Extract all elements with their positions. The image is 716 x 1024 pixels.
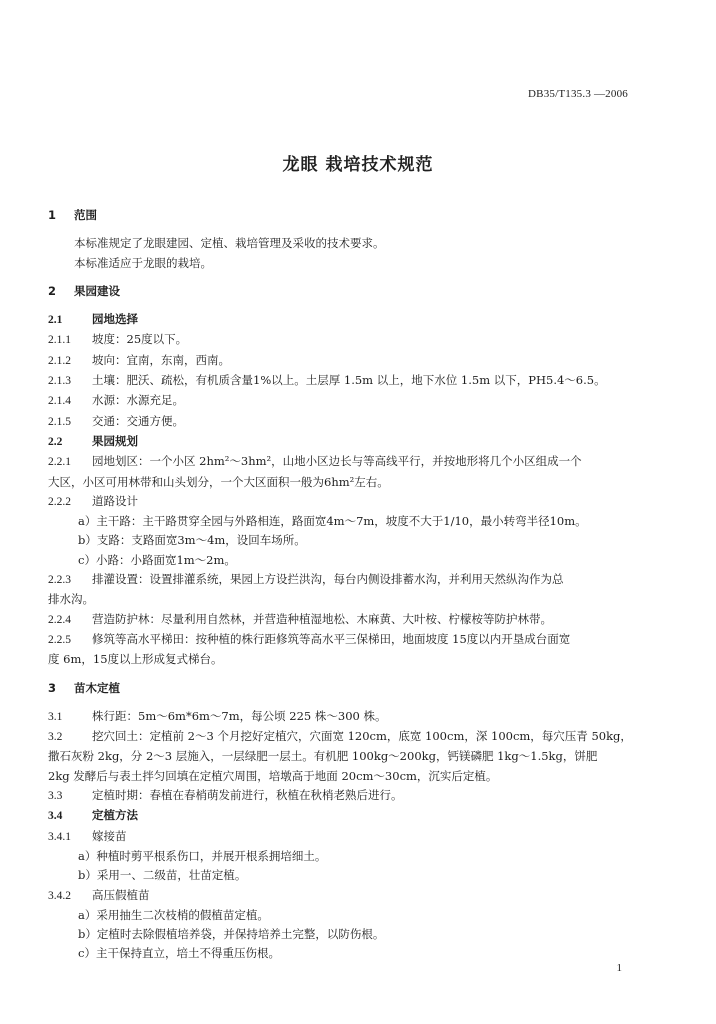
document-body — [48, 206, 636, 964]
clause-2-2-2-item-c: c）小路：小路面宽1m～2m。 — [78, 552, 236, 567]
clause-3-4-1-item-a: a）种植时剪平根系伤口，并展开根系拥培细土。 — [78, 848, 327, 863]
document-code: DB35/T135.3 —2006 — [528, 88, 628, 100]
section-3-4-heading: 3.4 定植方法 — [48, 808, 138, 823]
clause-3-2-continued-1: 撒石灰粉 2kg，分 2～3 层施入，一层绿肥一层土。有机肥 100kg～200kg，钙镁磷肥 1kg～1.5kg，饼肥 — [48, 749, 598, 764]
clause-3-2: 3.2 挖穴回土：定植前 2～3 个月挖好定植穴，穴面宽 120cm，底宽 100cm，深 100cm，每穴压青 50kg， — [48, 729, 632, 744]
clause-2-1-4: 2.1.4 水源：水源充足。 — [48, 393, 184, 408]
clause-2-2-2-item-b: b）支路：支路面宽3m～4m，设回车场所。 — [78, 533, 306, 548]
clause-2-1-5: 2.1.5 交通：交通方便。 — [48, 413, 184, 428]
section-2-1-heading: 2.1 园地选择 — [48, 312, 138, 327]
clause-3-2-continued-2: 2kg 发酵后与表土拌匀回填在定植穴周围，培墩高于地面 20cm～30cm，沉实后定植。 — [48, 768, 498, 783]
section-3-heading: 3 苗木定植 — [48, 680, 120, 695]
clause-2-1-1: 2.1.1 坡度：25度以下。 — [48, 332, 188, 347]
clause-3-3: 3.3 定植时期：春植在春梢萌发前进行，秋植在秋梢老熟后进行。 — [48, 788, 403, 803]
clause-2-2-5: 2.2.5 修筑等高水平梯田：按种植的株行距修筑等高水平三保梯田，地面坡度 15度以内开垦成台面宽 — [48, 631, 571, 646]
clause-3-4-2-item-a: a）采用抽生二次枝梢的假植苗定植。 — [78, 907, 269, 922]
clause-2-2-3-continued: 排水沟。 — [48, 592, 94, 607]
section-1-paragraph-2: 本标准适应于龙眼的栽培。 — [74, 255, 212, 270]
section-2-2-heading: 2.2 果园规划 — [48, 433, 138, 448]
clause-3-4-1-heading: 3.4.1 嫁接苗 — [48, 828, 127, 843]
clause-2-2-5-continued: 度 6m，15度以上形成复式梯台。 — [48, 652, 223, 667]
clause-2-2-4: 2.2.4 营造防护林：尽量利用自然林，并营造种植湿地松、木麻黄、大叶桉、柠檬桉等防护林带。 — [48, 611, 552, 626]
clause-2-2-2-item-a: a）主干路：主干路贯穿全园与外路相连，路面宽4m～7m，坡度不大于1/10，最小转弯半径10m。 — [78, 514, 587, 529]
clause-3-4-1-item-b: b）采用一、二级苗，壮苗定植。 — [78, 868, 247, 883]
page-title: 龙眼 栽培技术规范 — [282, 155, 434, 175]
clause-3-4-2-item-c: c）主干保持直立，培土不得重压伤根。 — [78, 946, 280, 961]
clause-2-2-2-heading: 2.2.2 道路设计 — [48, 493, 138, 508]
clause-2-1-3: 2.1.3 土壤：肥沃、疏松，有机质含量1%以上。土层厚 1.5m 以上，地下水位 1.5m 以下，PH5.4～6.5。 — [48, 373, 606, 388]
clause-3-4-2-heading: 3.4.2 高压假植苗 — [48, 887, 150, 902]
clause-2-2-1: 2.2.1 园地划区：一个小区 2hm²～3hm²，山地小区边长与等高线平行，并按地形将几个小区组成一个 — [48, 454, 582, 469]
clause-2-2-1-continued: 大区，小区可用林带和山头划分，一个大区面积一般为6hm²左右。 — [48, 474, 389, 489]
clause-2-1-2: 2.1.2 坡向：宜南，东南，西南。 — [48, 352, 230, 367]
section-1-heading: 1 范围 — [48, 208, 97, 222]
page-number: 1 — [616, 962, 622, 974]
section-2-heading: 2 果园建设 — [48, 283, 120, 298]
clause-2-2-3: 2.2.3 排灌设置：设置排灌系统，果园上方设拦洪沟，每台内侧设排蓄水沟，并利用天然纵沟作为总 — [48, 572, 564, 587]
clause-3-4-2-item-b: b）定植时去除假植培养袋，并保持培养土完整，以防伤根。 — [78, 927, 385, 942]
section-1-paragraph-1: 本标准规定了龙眼建园、定植、栽培管理及采收的技术要求。 — [74, 236, 385, 251]
clause-3-1: 3.1 株行距：5m～6m*6m～7m，每公顷 225 株～300 株。 — [48, 708, 387, 723]
